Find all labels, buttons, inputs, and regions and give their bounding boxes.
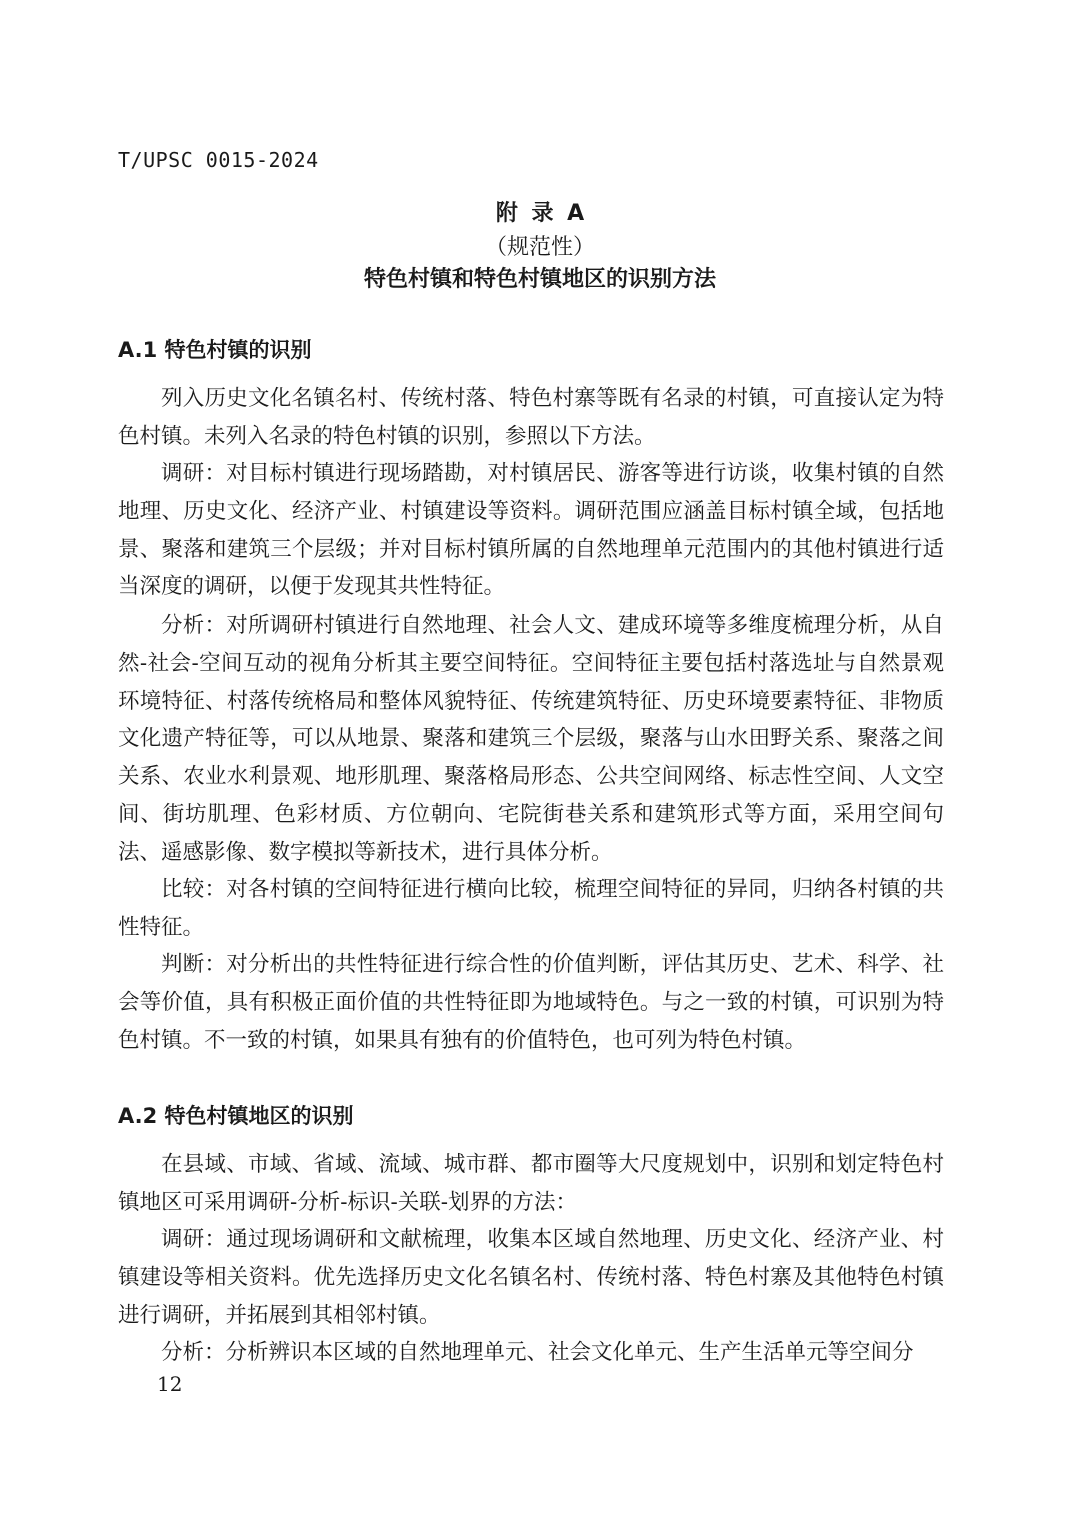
paragraph: 判断：对分析出的共性特征进行综合性的价值判断，评估其历史、艺术、科学、社会等价值，具有积极正面价值的共性特征即为地域特色。与之一致的村镇，可识别为特色村镇。不一致的村镇，如果具有独有的价值特色，也可列为特色村镇。 bbox=[118, 952, 944, 1053]
section-heading-a1: A.1 特色村镇的识别 bbox=[118, 338, 312, 362]
paragraph: 调研：通过现场调研和文献梳理，收集本区域自然地理、历史文化、经济产业、村镇建设等相关资料。优先选择历史文化名镇名村、传统村落、特色村寨及其他特色村镇进行调研，并拓展到其相邻村镇。 bbox=[118, 1227, 944, 1328]
paragraph: 调研：对目标村镇进行现场踏勘，对村镇居民、游客等进行访谈，收集村镇的自然地理、历史文化、经济产业、村镇建设等资料。调研范围应涵盖目标村镇全域，包括地景、聚落和建筑三个层级；并对目标村镇所属的自然地理单元范围内的其他村镇进行适当深度的调研，以便于发现其共性特征。 bbox=[118, 461, 944, 600]
paragraph: 比较：对各村镇的空间特征进行横向比较，梳理空间特征的异同，归纳各村镇的共性特征。 bbox=[118, 877, 944, 940]
appendix-title: 特色村镇和特色村镇地区的识别方法 bbox=[363, 267, 716, 292]
section-heading-a2: A.2 特色村镇地区的识别 bbox=[118, 1104, 354, 1128]
paragraph: 分析：对所调研村镇进行自然地理、社会人文、建成环境等多维度梳理分析，从自然-社会-空间互动的视角分析其主要空间特征。空间特征主要包括村落选址与自然景观环境特征、村落传统格局和整体风貌特征、传统建筑特征、历史环境要素特征、非物质文化遗产特征等，可以从地景、聚落和建筑三个层级，聚落与山水田野关系、聚落之间关系、农业水利景观、地形肌理、聚落格局形态、公共空间网络、标志性空间、人文空间、街坊肌理、色彩材质、方位朝向、宅院街巷关系和建筑形式等方面，采用空间句法、遥感影像、数字模拟等新技术，进行具体分析。 bbox=[118, 613, 944, 865]
document-code: T/UPSC 0015-2024 bbox=[118, 148, 319, 172]
paragraph: 在县域、市域、省域、流域、城市群、都市圈等大尺度规划中，识别和划定特色村镇地区可采用调研-分析-标识-关联-划界的方法： bbox=[118, 1152, 944, 1215]
page-number: 12 bbox=[157, 1372, 183, 1396]
appendix-label: 附 录 A bbox=[495, 201, 585, 226]
appendix-normative-tag: （规范性） bbox=[484, 235, 595, 260]
paragraph: 分析：分析辨识本区域的自然地理单元、社会文化单元、生产生活单元等空间分 bbox=[161, 1340, 914, 1365]
paragraph: 列入历史文化名镇名村、传统村落、特色村寨等既有名录的村镇，可直接认定为特色村镇。未列入名录的特色村镇的识别，参照以下方法。 bbox=[118, 386, 944, 449]
